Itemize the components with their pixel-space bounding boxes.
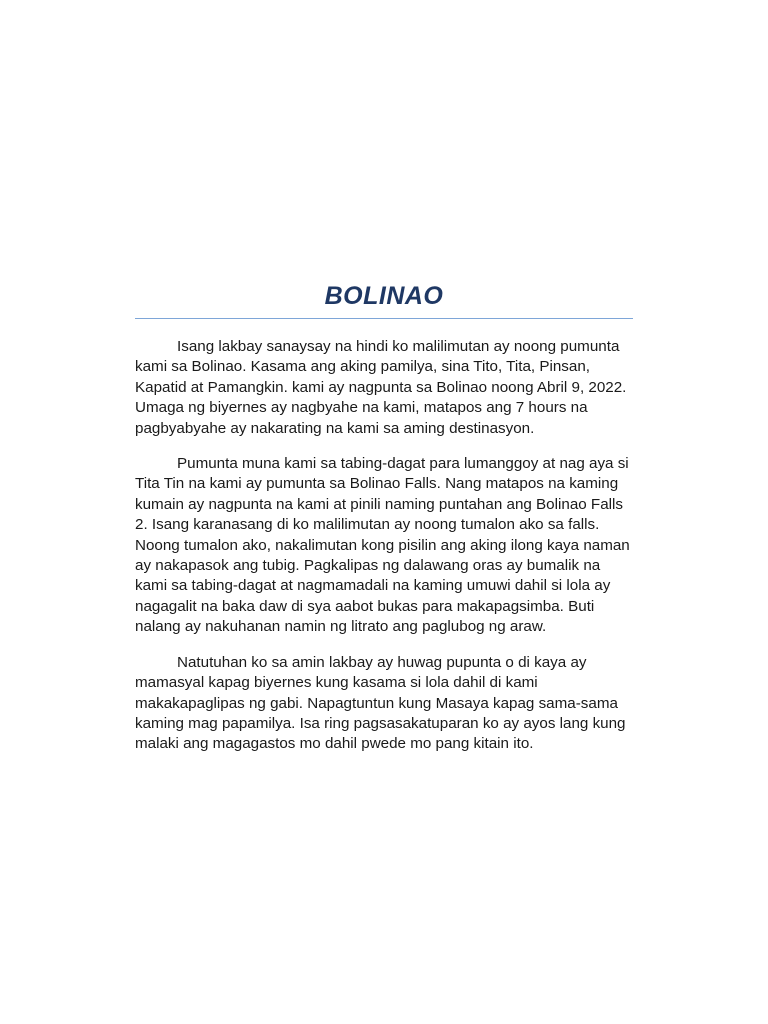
paragraph-line: Natutuhan ko sa amin lakbay ay huwag pupunta o di kaya ay: [177, 653, 587, 671]
paragraph-line: Noong tumalon ako, nakalimutan kong pisilin ang aking ilong kaya naman: [135, 536, 630, 554]
paragraph-line: ay nakapasok ang tubig. Pagkalipas ng dalawang oras ay bumalik na: [135, 557, 601, 575]
paragraph-3: [135, 653, 633, 755]
document-title: BOLINAO: [324, 282, 444, 310]
paragraph-line: kaming mag papamilya. Isa ring pagsasakatuparan ko ay ayos lang kung: [135, 714, 626, 732]
paragraph-line: kami sa Bolinao. Kasama ang aking pamilya, sina Tito, Tita, Pinsan,: [135, 358, 591, 376]
paragraph-line: malaki ang magagastos mo dahil pwede mo pang kitain ito.: [135, 735, 534, 753]
paragraph-line: Isang lakbay sanaysay na hindi ko malilimutan ay noong pumunta: [177, 338, 620, 355]
paragraph-1: [135, 337, 633, 439]
paragraph-line: 2. Isang karanasang di ko malilimutan ay noong tumalon ako sa falls.: [135, 516, 600, 534]
paragraph-line: Pumunta muna kami sa tabing-dagat para lumanggoy at nag aya si: [177, 455, 629, 473]
paragraph-line: kumain ay nagpunta na kami at pinili naming puntahan ang Bolinao Falls: [135, 495, 624, 513]
paragraph-line: Umaga ng biyernes ay nagbyahe na kami, matapos ang 7 hours na: [135, 399, 588, 417]
paragraph-line: Kapatid at Pamangkin. kami ay nagpunta sa Bolinao noong Abril 9, 2022.: [135, 378, 627, 396]
paragraph-2: [135, 454, 633, 638]
paragraph-line: pagbyabyahe ay nakarating na kami sa aming destinasyon.: [135, 419, 535, 437]
paragraph-line: makakapaglipas ng gabi. Napagtuntun kung Masaya kapag sama-sama: [135, 694, 618, 712]
paragraph-line: kami sa tabing-dagat at nagmamadali na kaming umuwi dahil si lola ay: [135, 577, 611, 595]
paragraph-line: nalang ay nakuhanan namin ng litrato ang paglubog ng araw.: [135, 618, 547, 636]
paragraph-line: nagagalit na baka daw di sya aabot bukas para makapagsimba. Buti: [135, 597, 595, 615]
title-underline: [135, 318, 633, 319]
paragraph-line: mamasyal kapag biyernes kung kasama si lola dahil di kami: [135, 674, 538, 692]
paragraph-line: Tita Tin na kami ay pumunta sa Bolinao Falls. Nang matapos na kaming: [135, 475, 619, 493]
document-body: [135, 337, 633, 770]
